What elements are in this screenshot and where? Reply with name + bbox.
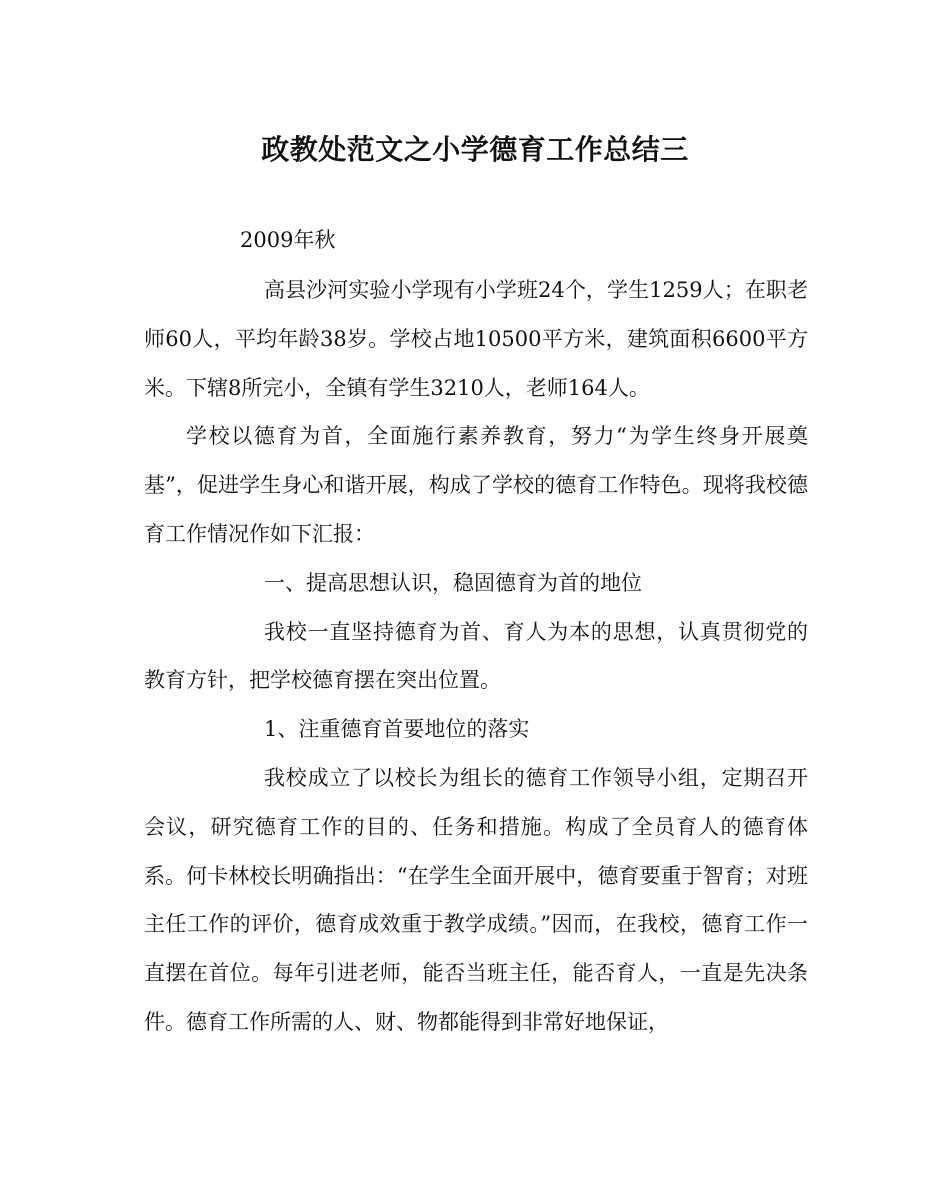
subsection-heading-1: 1、注重德育首要地位的落实 (264, 717, 530, 742)
paragraph-school-overview: 高县沙河实验小学现有小学班24个，学生1259人；在职老师60人，平均年龄38岁。学校占地10500平方米，建筑面积6600平方米。下辖8所完小，全镇有学生3210人，老师164人。 (144, 278, 808, 400)
document-title: 政教处范文之小学德育工作总结三 (261, 133, 689, 166)
paragraph-section-1: 我校一直坚持德育为首、育人为本的思想，认真贯彻党的教育方针，把学校德育摆在突出位置。 (144, 619, 808, 693)
document-body (144, 266, 808, 1047)
section-heading-1: 一、提高思想认识，稳固德育为首的地位 (264, 570, 642, 595)
paragraph-introduction: 学校以德育为首，全面施行素养教育，努力“为学生终身开展奠基”，促进学生身心和谐开展，构成了学校的德育工作特色。现将我校德育工作情况作如下汇报： (144, 424, 808, 546)
paragraph-subsection-1: 我校成立了以校长为组长的德育工作领导小组，定期召开会议，研究德育工作的目的、任务和措施。构成了全员育人的德育体系。何卡林校长明确指出：“在学生全面开展中，德育要重于智育；对班主任工作的评价，德育成效重于教学成绩。”因而，在我校，德育工作一直摆在首位。每年引进老师，能否当班主任，能否育人，一直是先决条件。德育工作所需的人、财、物都能得到非常好地保证， (144, 765, 808, 1034)
document-date: 2009年秋 (240, 228, 336, 252)
